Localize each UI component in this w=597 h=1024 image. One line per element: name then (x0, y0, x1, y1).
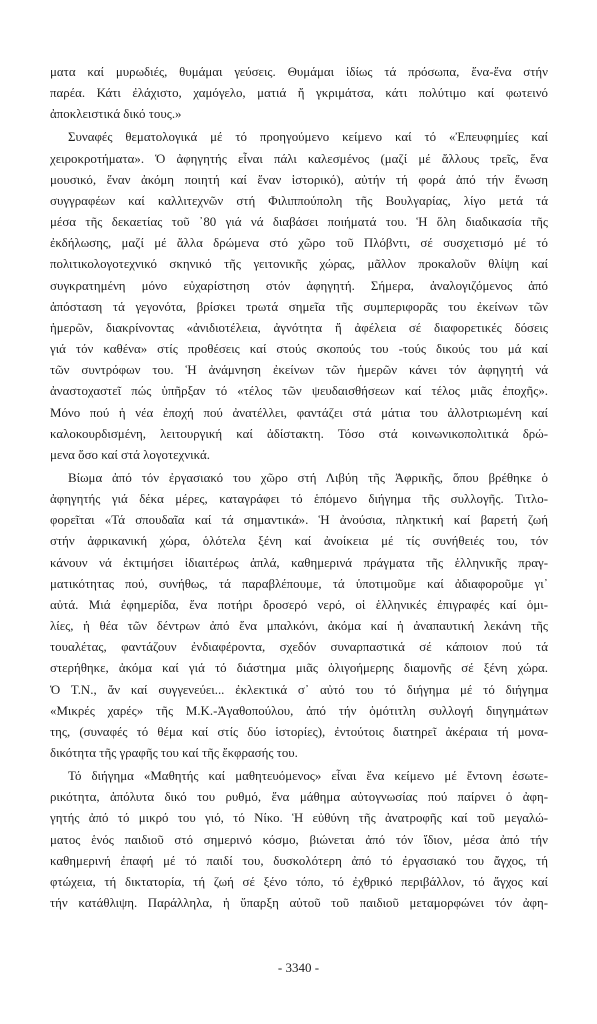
text-line: αὐτά. Μιά ἐφημερίδα, ἕνα ποτήρι δροσερό νερό, οἱ ἑλληνικές ἐπιγραφές καί ὁμι- (50, 597, 548, 612)
text-line: λίες, ἡ θέα τῶν δέντρων ἀπό ἕνα μπαλκόνι, ἀκόμα καί ἡ ἀναπαυτική λεκάνη τῆς (50, 619, 548, 634)
text-line: ρικότητα, ἀπόλυτα δικό του ρυθμό, ἕνα μάθημα αὐτογνωσίας πού παίρνει ὁ ἀφη- (50, 790, 548, 805)
text-line: ἀπόσταση τά γεγονότα, βρίσκει τρωτά σημεῖα τῆς συμπεριφορᾶς του ἐκείνων τῶν (50, 299, 548, 314)
text-line: χειροκροτήματα». Ὁ ἀφηγητής εἶναι πάλι καλεσμένος (μαζί μέ ἄλλους τρεῖς, ἕνα (50, 151, 548, 166)
text-line: παρέα. Κάτι ἐλάχιστο, χαμόγελο, ματιά ἤ γκριμάτσα, κάτι πολύτιμο καί φωτεινό (50, 86, 548, 101)
text-line: δικότητα τῆς γραφῆς του καί τῆς ἔκφρασής του. (50, 746, 298, 760)
text-line: ἐκδήλωσης, μαζί μέ ἄλλα δρώμενα στό χῶρο τοῦ Πλόβντι, σέ συσχετισμό μέ τό (50, 236, 548, 251)
paragraph-1 (50, 62, 548, 125)
text-line: στήν ἀφρικανική χώρα, ὁλότελα ξένη καί ἀνοίκεια μέ τίς συνήθειές του, τόν (50, 534, 548, 549)
text-line: «Μικρές χαρές» τῆς Μ.Κ.-Ἀγαθοπούλου, ἀπό τήν ὁμότιτλη συλλογή διηγημάτων (50, 703, 548, 718)
text-line: ἀναστοχαστεῖ πώς ὑπῆρξαν τό «τέλος τῶν ψευδαισθήσεων καί τέλος μιᾶς ἐποχῆς». (50, 384, 548, 399)
text-line: μενα ὅσο καί στά λογοτεχνικά. (50, 447, 210, 462)
text-line: της, (συναφές τό θέμα καί στίς δύο ἱστορίες), ἐντούτοις διατηρεῖ ἀκέραια τή μονα- (50, 724, 548, 739)
text-line: συγκρατημένη μόνο εὐχαρίστηση στόν ἀφηγητή. Σήμερα, ἀναλογιζόμενος ἀπό (50, 278, 548, 293)
text-line: ματος ἑνός παιδιοῦ στό σημερινό κόσμο, βιώνεται ἀπό τόν ἴδιον, μέσα ἀπό τήν (50, 832, 548, 847)
text-line: ἀφηγητής γιά δέκα μέρες, καταγράφει τό ἑπόμενο διήγημα τῆς συλλογῆς. Τιτλο- (50, 492, 548, 507)
text-line: τῶν συντρόφων του. Ἡ ἀνάμνηση ἐκείνων τῶν ἡμερῶν κάνει τόν ἀφηγητή νά (50, 363, 548, 378)
text-line: καθημερινή ἐπαφή μέ τό παιδί του, δυσκολότερη ἀπό τό ἐργασιακό του ἄγχος, τή (50, 853, 548, 868)
page-number: - 3340 - (277, 960, 320, 975)
text-line: Τό διήγημα «Μαθητής καί μαθητευόμενος» εἶναι ἕνα κείμενο μέ ἔντονη ἐσωτε- (68, 769, 548, 784)
text-line: κάνουν νά ἐκτιμήσει ἰδιαιτέρως ἁπλά, καθημερινά πράγματα τῆς ἑλληνικῆς πραγ- (50, 555, 548, 570)
page-body (50, 62, 548, 916)
text-line: πολιτικολογοτεχνικό σκηνικό τῆς γειτονικῆς χώρας, μᾶλλον προκαλοῦν θλίψη καί (50, 257, 548, 272)
text-line: μουσικό, ἕναν ἀκόμη ποιητή καί ἕναν ἱστορικό), αὐτήν τή φορά ἀπό τήν ἕνωση (50, 172, 548, 187)
text-line: Ὁ Τ.Ν., ἄν καί συγγενεύει... ἐκλεκτικά σ᾿ αὐτό του τό διήγημα μέ τό διήγημα (50, 682, 548, 697)
paragraph-2 (50, 127, 548, 466)
text-line: Μόνο πού ἡ νέα ἐποχή πού ἀνατέλλει, φαντάζει στά μάτια του ἀλλοτριωμένη καί (50, 405, 548, 420)
text-line: γιά τόν καθένα» στίς προθέσεις καί στούς σκοπούς του -τούς δικούς του μά καί (50, 342, 548, 357)
text-line: γητής ἀπό τό μικρό του γιό, τό Νίκο. Ἡ εὐθύνη τῆς ἀνατροφῆς καί τοῦ μεγαλώ- (50, 811, 548, 826)
text-line: Βίωμα ἀπό τόν ἐργασιακό του χῶρο στή Λιβύη τῆς Ἀφρικῆς, ὅπου βρέθηκε ὁ (68, 470, 548, 485)
text-line: στερήθηκε, ἀκόμα καί γιά τό διάστημα μιᾶς ὀλιγοήμερης διαμονῆς σέ ξένη χώρα. (50, 661, 548, 676)
text-line: φτώχεια, τή δικτατορία, τή ζωή σέ ξένο τόπο, τό ἐχθρικό περιβάλλον, τό ἄγχος καί (50, 874, 548, 889)
text-line: τήν κατάθλιψη. Παράλληλα, ἡ ὕπαρξη αὐτοῦ τοῦ παιδιοῦ μεταμορφώνει τόν ἀφη- (50, 896, 548, 911)
text-line: φορεῖται «Τά σπουδαῖα καί τά σημαντικά». Ἡ ἀνούσια, πληκτική καί βαρετή ζωή (50, 513, 548, 528)
text-line: καλοκουρδισμένη, λειτουργική καί ἀδίστακτη. Τόσο στά κοινωνικοπολιτικά δρώ- (50, 426, 548, 441)
text-line: ματικότητας πού, συνήθως, τά παραβλέπουμε, τά ὑποτιμοῦμε καί ἀδιαφοροῦμε γι᾿ (50, 576, 548, 591)
paragraph-4 (50, 766, 548, 914)
text-line: ἡμερῶν, διακρίνοντας «ἀνιδιοτέλεια, ἀγνότητα ἤ ἀφέλεια σέ διαφορετικές δόσεις (50, 320, 548, 335)
text-line: ματα καί μυρωδιές, θυμάμαι γεύσεις. Θυμάμαι ἰδίως τά πρόσωπα, ἕνα-ἕνα στήν (50, 65, 548, 79)
paragraph-3 (50, 468, 548, 764)
text-line: μέσα τῆς δεκαετίας τοῦ ᾿80 γιά νά διαβάσει ποιήματά του. Ἡ ὅλη διαδικασία τῆς (50, 215, 548, 230)
text-line: συγγραφέων καί καλλιτεχνῶν στή Φιλιππούπολη τῆς Βουλγαρίας, λίγο μετά τά (50, 193, 548, 208)
text-line: Συναφές θεματολογικά μέ τό προηγούμενο κείμενο καί τό «Ἐπευφημίες καί (68, 130, 548, 145)
text-line: τουαλέτας, φαντάζουν ἐνδιαφέροντα, σχεδόν συναρπαστικά σέ κάποιον πού τά (50, 640, 548, 655)
text-line: ἀποκλειστικά δικό τους.» (50, 107, 182, 122)
